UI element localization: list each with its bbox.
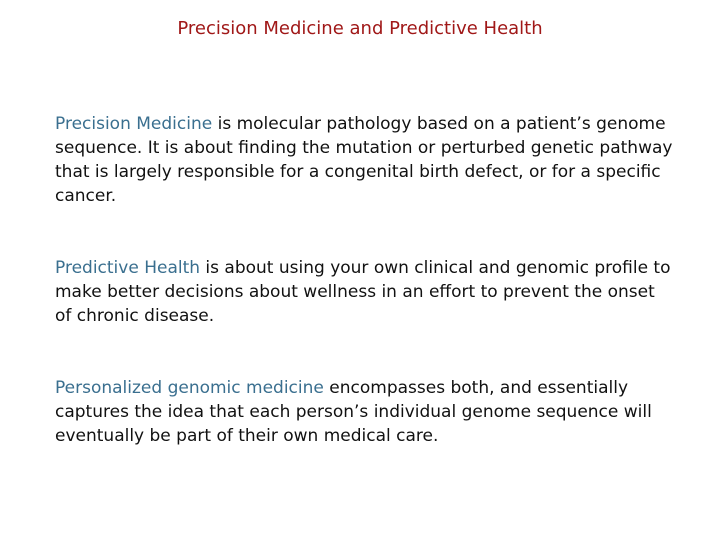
paragraph-predictive-health [55, 256, 675, 328]
definition-precision-medicine: is molecular pathology based on a patient’s genome sequence. It is about finding the mutation or perturbed genetic pathway that is largely responsible for a congenital birth defect, or for a specific cancer. [55, 114, 673, 206]
slide-title: Precision Medicine and Predictive Health [177, 18, 543, 39]
term-precision-medicine: Precision Medicine [55, 114, 213, 134]
definition-personalized-genomic-medicine: encompasses both, and essentially captures the idea that each person’s individual genome sequence will eventually be part of their own medical care. [55, 378, 652, 446]
term-personalized-genomic-medicine: Personalized genomic medicine [55, 378, 324, 398]
paragraph-precision-medicine [55, 112, 675, 208]
paragraph-personalized-genomic-medicine [55, 376, 675, 448]
term-predictive-health: Predictive Health [55, 258, 201, 278]
definition-predictive-health: is about using your own clinical and genomic profile to make better decisions about wellness in an effort to prevent the onset of chronic disease. [55, 258, 671, 326]
